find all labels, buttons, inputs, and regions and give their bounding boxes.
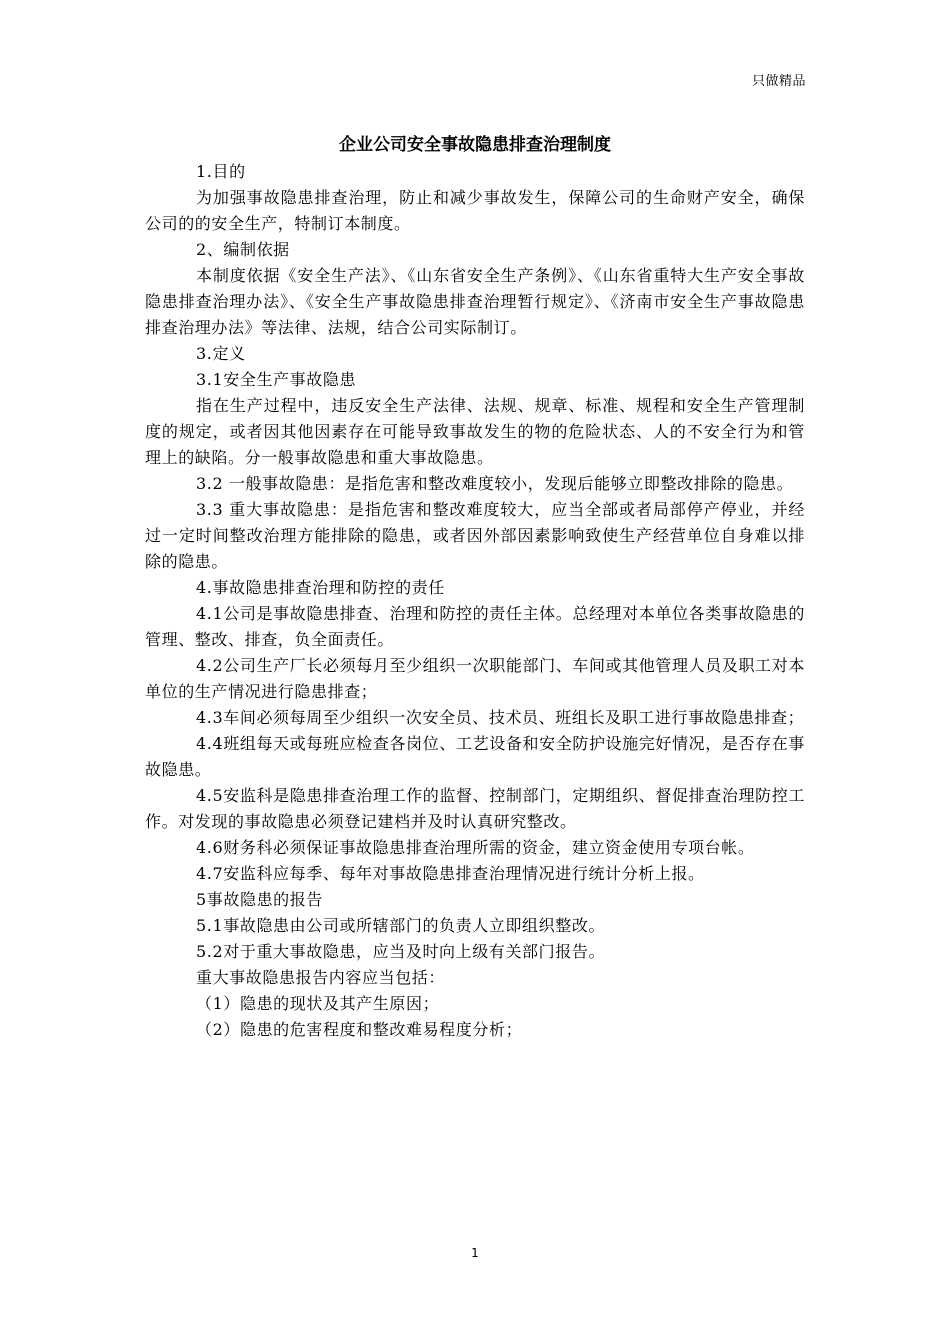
header-tag: 只做精品 [751,74,806,89]
paragraph: 本制度依据《安全生产法》、《山东省安全生产条例》、《山东省重特大生产安全事故隐患排查治理办法》、《安全生产事故隐患排查治理暂行规定》、《济南市安全生产事故隐患排查治理办法》等法律、法规，结合公司实际制订。 [145,266,805,337]
paragraph: 3.3 重大事故隐患：是指危害和整改难度较大，应当全部或者局部停产停业，并经过一定时间整改治理方能排除的隐患，或者因外部因素影响致使生产经营单位自身难以排除的隐患。 [145,500,805,571]
paragraph: 4.事故隐患排查治理和防控的责任 [196,578,445,597]
paragraph: 4.3车间必须每周至少组织一次安全员、技术员、班组长及职工进行事故隐患排查； [196,708,805,727]
paragraph: 4.1公司是事故隐患排查、治理和防控的责任主体。总经理对本单位各类事故隐患的管理、整改、排查，负全面责任。 [145,604,805,649]
paragraph: 5.2对于重大事故隐患，应当及时向上级有关部门报告。 [196,942,606,961]
paragraph: 指在生产过程中，违反安全生产法律、法规、规章、标准、规程和安全生产管理制度的规定，或者因其他因素存在可能导致事故发生的物的危险状态、人的不安全行为和管理上的缺陷。分一般事故隐患和重大事故隐患。 [145,396,805,467]
paragraph: 5事故隐患的报告 [196,890,323,909]
paragraph: 5.1事故隐患由公司或所辖部门的负责人立即组织整改。 [196,916,606,935]
paragraph: 4.4班组每天或每班应检查各岗位、工艺设备和安全防护设施完好情况，是否存在事故隐患。 [145,734,805,779]
paragraph: （1）隐患的现状及其产生原因； [196,994,440,1013]
paragraph: 4.2公司生产厂长必须每月至少组织一次职能部门、车间或其他管理人员及职工对本单位的生产情况进行隐患排查； [145,656,805,701]
paragraph: 4.5安监科是隐患排查治理工作的监督、控制部门，定期组织、督促排查治理防控工作。对发现的事故隐患必须登记建档并及时认真研究整改。 [145,786,805,831]
paragraph: 重大事故隐患报告内容应当包括： [196,968,446,987]
paragraph: 3.1安全生产事故隐患 [196,370,357,389]
paragraph: 4.7安监科应每季、每年对事故隐患排查治理情况进行统计分析上报。 [196,864,705,883]
document-body [145,159,805,1043]
paragraph: 3.定义 [196,344,246,363]
document-title: 企业公司安全事故隐患排查治理制度 [339,135,611,155]
paragraph: 为加强事故隐患排查治理，防止和减少事故发生，保障公司的生命财产安全，确保公司的的安全生产，特制订本制度。 [145,188,805,233]
paragraph: （2）隐患的危害程度和整改难易程度分析； [196,1020,523,1039]
paragraph: 4.6财务科必须保证事故隐患排查治理所需的资金，建立资金使用专项台帐。 [196,838,755,857]
paragraph: 1.目的 [196,162,246,181]
paragraph: 2、编制依据 [196,240,290,259]
page-number: 1 [471,1246,479,1260]
paragraph: 3.2 一般事故隐患：是指危害和整改难度较小，发现后能够立即整改排除的隐患。 [196,474,794,493]
